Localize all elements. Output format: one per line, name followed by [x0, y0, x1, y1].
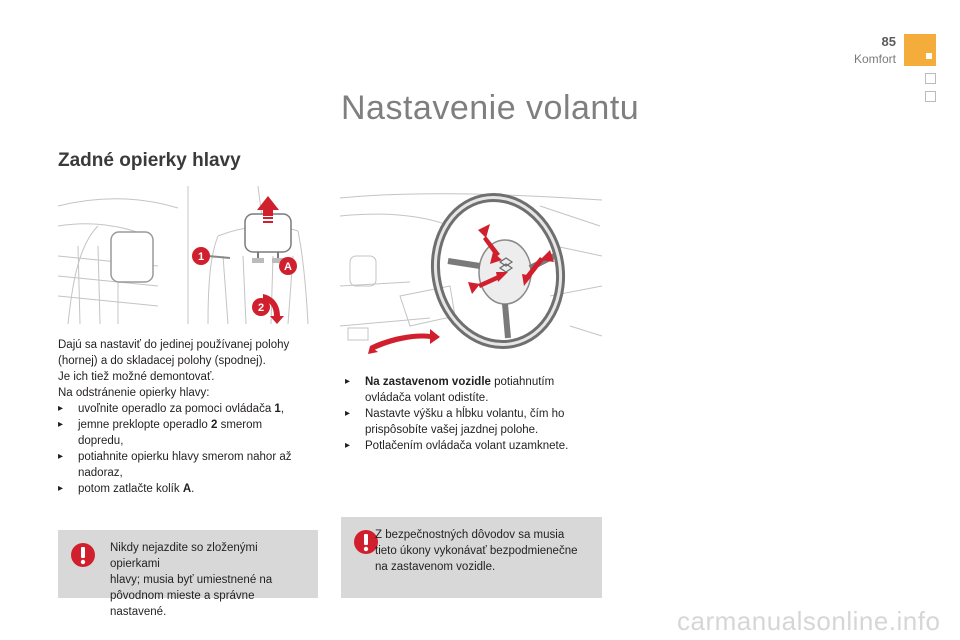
bullet-item	[345, 374, 605, 406]
callout-2: 2	[257, 302, 265, 314]
warning-text: pôvodnom mieste a správne nastavené.	[110, 590, 255, 618]
bullet-item	[58, 401, 320, 417]
chapter-box-icon	[925, 73, 936, 84]
section-title: Zadné opierky hlavy	[58, 150, 241, 171]
footer-watermark: carmanualsonline.info	[677, 606, 941, 636]
bullet-text: dopredu,	[78, 435, 124, 447]
bullet-text: smerom	[217, 419, 263, 431]
bullet-icon: ▸	[345, 440, 351, 451]
bullet-text: Nastavte výšku a hĺbku volantu, čím ho	[365, 408, 565, 420]
warning-icon	[68, 542, 98, 573]
bullet-text: nadoraz,	[78, 467, 123, 479]
steering-instructions	[345, 374, 605, 454]
headrest-illustration	[58, 186, 318, 326]
headrest-drawing	[58, 186, 318, 326]
intro-line: Je ich tiež možné demontovať.	[58, 371, 215, 383]
steering-warning-box	[341, 517, 602, 598]
warning-text: tieto úkony vykonávať bezpodmienečne	[375, 545, 578, 557]
bullet-icon: ▸	[58, 451, 64, 462]
warning-text: Z bezpečnostných dôvodov sa musia	[375, 529, 565, 541]
warning-text: na zastavenom vozidle.	[375, 561, 496, 573]
chapter-tab	[904, 34, 936, 66]
steering-wheel-illustration	[340, 186, 602, 356]
headrest-instructions	[58, 337, 320, 497]
page-title: Nastavenie volantu	[341, 89, 640, 127]
bullet-emphasis: Na zastavenom vozidle	[365, 376, 491, 388]
control-ref: 1	[274, 403, 281, 415]
intro-line: Na odstránenie opierky hlavy:	[58, 387, 210, 399]
bullet-icon: ▸	[58, 483, 64, 494]
chapter-box-icon	[925, 91, 936, 102]
bullet-item	[58, 481, 320, 497]
bullet-text: .	[191, 483, 195, 495]
bullet-icon: ▸	[345, 408, 351, 419]
bullet-item	[345, 406, 605, 438]
callout-a: A	[284, 261, 292, 273]
steering-wheel-drawing	[340, 186, 602, 356]
bullet-icon: ▸	[345, 376, 351, 387]
bullet-text: jemne preklopte operadlo	[78, 419, 211, 431]
bullet-text: potiahnite opierku hlavy smerom nahor až	[78, 451, 292, 463]
bullet-icon: ▸	[58, 403, 64, 414]
bullet-text: Potlačením ovládača volant uzamknete.	[365, 440, 569, 452]
control-ref: A	[182, 483, 192, 495]
warning-text: Nikdy nejazdite so zloženými opierkami	[110, 542, 258, 570]
chapter-name: Komfort	[853, 52, 896, 66]
bullet-item	[58, 417, 320, 449]
bullet-text: ovládača volant odistíte.	[365, 392, 489, 404]
headrest-warning-box	[58, 530, 318, 618]
page-number: 85	[881, 34, 896, 49]
bullet-item	[58, 449, 320, 481]
intro-line: Dajú sa nastaviť do jedinej používanej polohy	[58, 339, 290, 351]
bullet-item	[345, 438, 605, 454]
bullet-text: potiahnutím	[490, 376, 555, 388]
intro-line: (hornej) a do skladacej polohy (spodnej).	[58, 355, 266, 367]
callout-1: 1	[197, 251, 205, 263]
warning-text: hlavy; musia byť umiestnené na	[110, 574, 273, 586]
bullet-icon: ▸	[58, 419, 64, 430]
bullet-text: ,	[280, 403, 285, 415]
bullet-text: potom zatlačte kolík	[78, 483, 183, 495]
chapter-tab-marker	[926, 53, 932, 59]
control-ref: 2	[210, 419, 218, 431]
bullet-text: uvoľnite operadlo za pomoci ovládača	[78, 403, 275, 415]
bullet-text: prispôsobíte vašej jazdnej polohe.	[365, 424, 539, 436]
